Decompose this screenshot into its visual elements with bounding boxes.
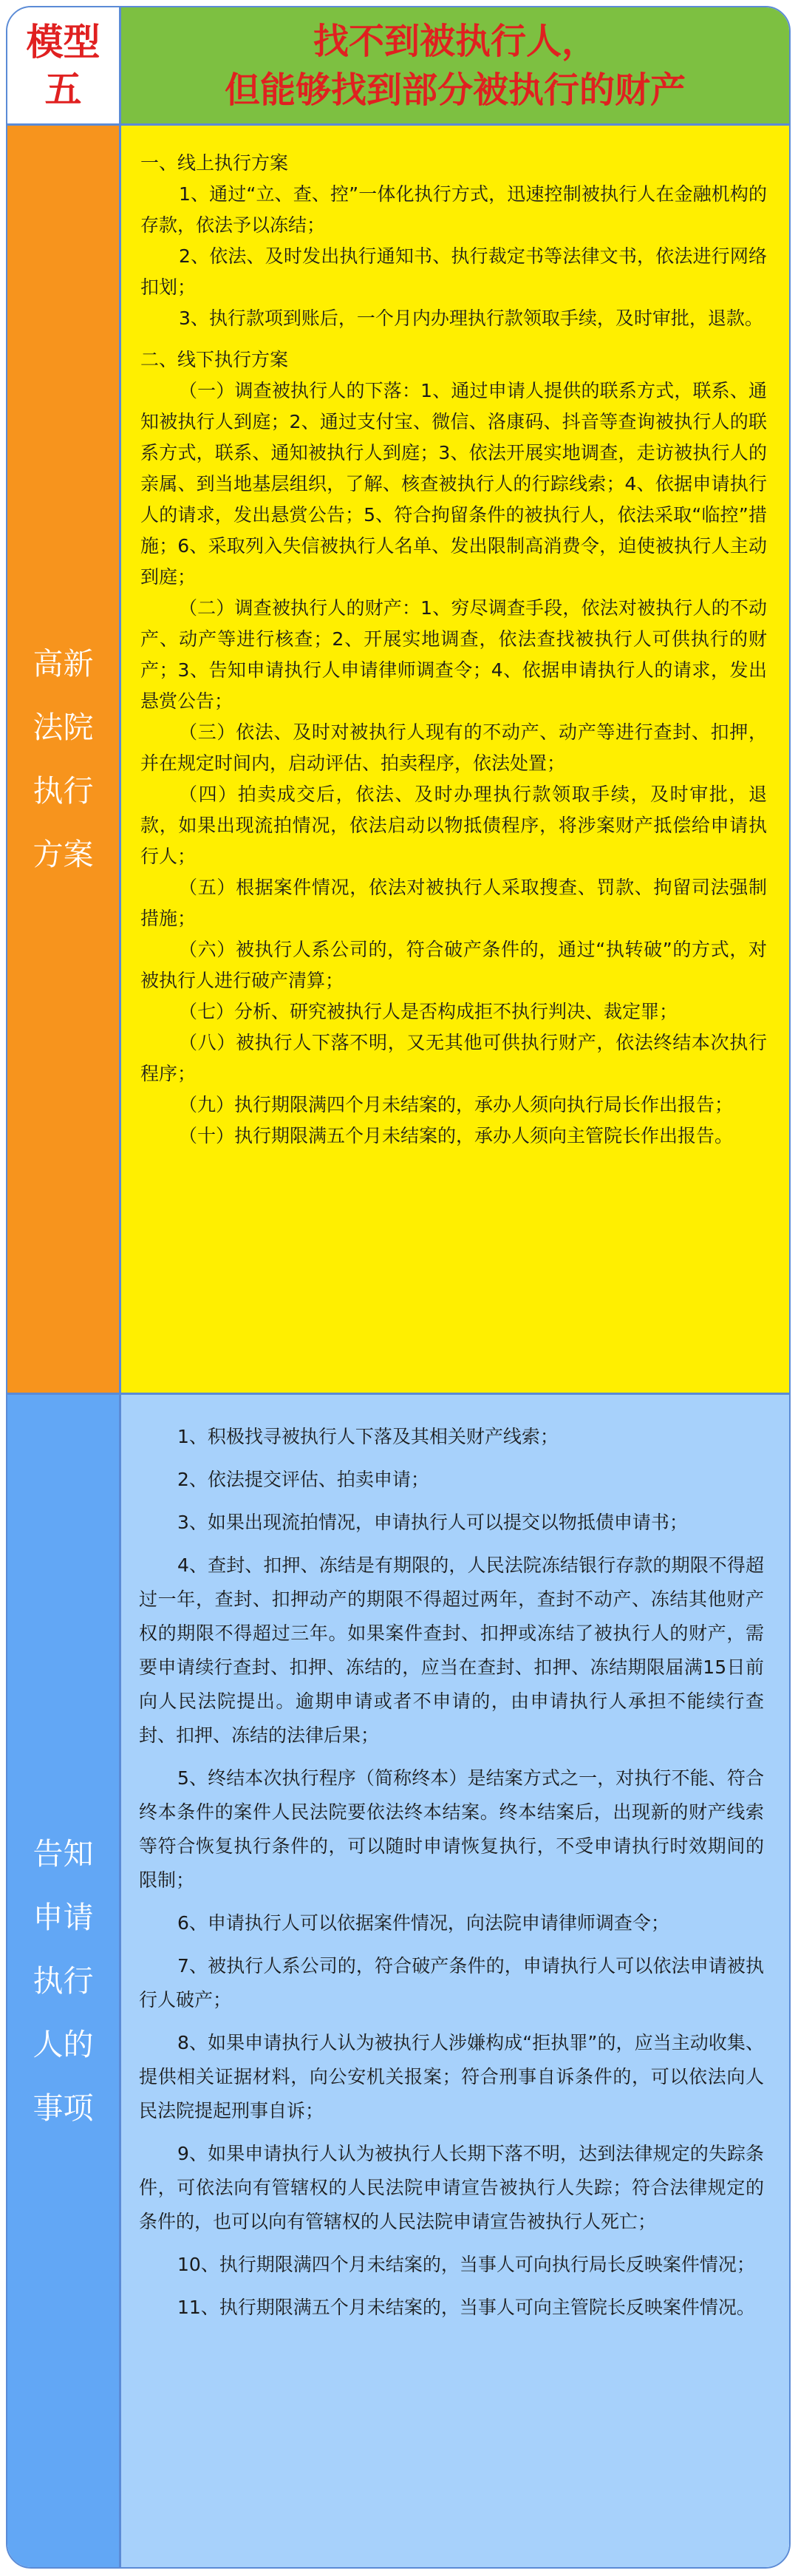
model-five-card bbox=[6, 6, 791, 2569]
notice-item: 1、积极找寻被执行人下落及其相关财产线索； bbox=[177, 1426, 559, 1447]
notice-item: 11、执行期限满五个月未结案的，当事人可向主管院长反映案件情况。 bbox=[177, 2297, 755, 2318]
notice-item: 3、如果出现流拍情况，申请执行人可以提交以物抵债申请书； bbox=[177, 1512, 688, 1533]
title-line-2: 但能够找到部分被执行的财产 bbox=[224, 69, 686, 111]
offline-plan-item: （六）被执行人系公司的，符合破产条件的，通过“执转破”的方式，对被执行人进行破产清算； bbox=[140, 939, 767, 991]
offline-plan-item: （七）分析、研究被执行人是否构成拒不执行判决、裁定罪； bbox=[179, 1001, 678, 1022]
offline-plan-title: 二、线下执行方案 bbox=[140, 349, 289, 370]
notice-item: 5、终结本次执行程序（简称终本）是结案方式之一，对执行不能、符合终本条件的案件人民法院要依法终本结案。终本结案后，出现新的财产线索等符合恢复执行条件的，可以随时申请恢复执行，不受申请执行时效期间的限制； bbox=[139, 1767, 764, 1891]
offline-plan-item: （二）调查被执行人的财产：1、穷尽调查手段，依法对被执行人的不动产、动产等进行核查；2、开展实地调查，依法查找被执行人可供执行的财产；3、告知申请执行人申请律师调查令；4、依据申请执行人的请求，发出悬赏公告； bbox=[140, 597, 767, 712]
offline-plan-item: （五）根据案件情况，依法对被执行人采取搜查、罚款、拘留司法强制措施； bbox=[140, 877, 767, 929]
notice-item: 6、申请执行人可以依据案件情况，向法院申请律师调查令； bbox=[177, 1912, 669, 1934]
model-tag-cell bbox=[7, 7, 121, 126]
offline-plan-item: （一）调查被执行人的下落：1、通过申请人提供的联系方式，联系、通知被执行人到庭；2、通过支付宝、微信、洛康码、抖音等查询被执行人的联系方式，联系、通知被执行人到庭；3、依法开展实地调查，走访被执行人的亲属、到当地基层组织，了解、核查被执行人的行踪线索；4、依据申请执行人的请求，发出悬赏公告；5、符合拘留条件的被执行人，依法采取“临控”措施；6、采取列入失信被执行人名单、发出限制高消费令，迫使被执行人主动到庭； bbox=[140, 380, 767, 588]
court-plan-section bbox=[7, 126, 789, 1395]
offline-plan-item: （十）执行期限满五个月未结案的，承办人须向主管院长作出报告。 bbox=[179, 1125, 734, 1146]
notice-item: 8、如果申请执行人认为被执行人涉嫌构成“拒执罪”的，应当主动收集、提供相关证据材料，向公安机关报案；符合刑事自诉条件的，可以依法向人民法院提起刑事自诉； bbox=[139, 2032, 764, 2121]
applicant-notice-section bbox=[7, 1395, 789, 2567]
court-plan-label: 高新 法院 执行 方案 bbox=[33, 646, 94, 872]
court-plan-body bbox=[121, 126, 789, 1395]
court-plan-label-cell bbox=[7, 126, 121, 1395]
notice-item: 4、查封、扣押、冻结是有期限的，人民法院冻结银行存款的期限不得超过一年，查封、扣押动产的期限不得超过两年，查封不动产、冻结其他财产权的期限不得超过三年。如果案件查封、扣押或冻结了被执行人的财产，需要申请续行查封、扣押、冻结的，应当在查封、扣押、冻结期限届满15日前向人民法院提出。逾期申请或者不申请的，由申请执行人承担不能续行查封、扣押、冻结的法律后果； bbox=[139, 1554, 764, 1746]
model-tag: 模型 五 bbox=[26, 20, 100, 111]
offline-plan-item: （四）拍卖成交后，依法、及时办理执行款领取手续，及时审批，退款，如果出现流拍情况，依法启动以物抵债程序，将涉案财产抵偿给申请执行人； bbox=[140, 784, 767, 867]
header-row bbox=[7, 7, 789, 126]
title-cell bbox=[121, 7, 789, 126]
applicant-notice-body bbox=[121, 1395, 789, 2567]
notice-item: 2、依法提交评估、拍卖申请； bbox=[177, 1469, 429, 1490]
applicant-notice-label: 告知 申请 执行 人的 事项 bbox=[33, 1836, 94, 2126]
online-plan-item: 3、执行款项到账后，一个月内办理执行款领取手续，及时审批，退款。 bbox=[179, 307, 763, 329]
online-plan-item: 2、依法、及时发出执行通知书、执行裁定书等法律文书，依法进行网络扣划； bbox=[140, 245, 767, 298]
offline-plan-item: （三）依法、及时对被执行人现有的不动产、动产等进行查封、扣押，并在规定时间内，启动评估、拍卖程序，依法处置； bbox=[140, 721, 767, 774]
online-plan-item: 1、通过“立、查、控”一体化执行方式，迅速控制被执行人在金融机构的存款，依法予以冻结； bbox=[140, 183, 767, 236]
offline-plan-item: （八）被执行人下落不明，又无其他可供执行财产，依法终结本次执行程序； bbox=[140, 1032, 767, 1084]
online-plan-title: 一、线上执行方案 bbox=[140, 152, 289, 174]
offline-plan-item: （九）执行期限满四个月未结案的，承办人须向执行局长作出报告； bbox=[179, 1094, 734, 1115]
notice-item: 7、被执行人系公司的，符合破产条件的，申请执行人可以依法申请被执行人破产； bbox=[139, 1955, 764, 2011]
notice-item: 10、执行期限满四个月未结案的，当事人可向执行局长反映案件情况； bbox=[177, 2254, 755, 2275]
notice-item: 9、如果申请执行人认为被执行人长期下落不明，达到法律规定的失踪条件，可依法向有管辖权的人民法院申请宣告被执行人失踪；符合法律规定的条件的，也可以向有管辖权的人民法院申请宣告被执行人死亡； bbox=[139, 2143, 764, 2232]
applicant-notice-label-cell bbox=[7, 1395, 121, 2567]
title-line-1: 找不到被执行人， bbox=[313, 20, 597, 62]
